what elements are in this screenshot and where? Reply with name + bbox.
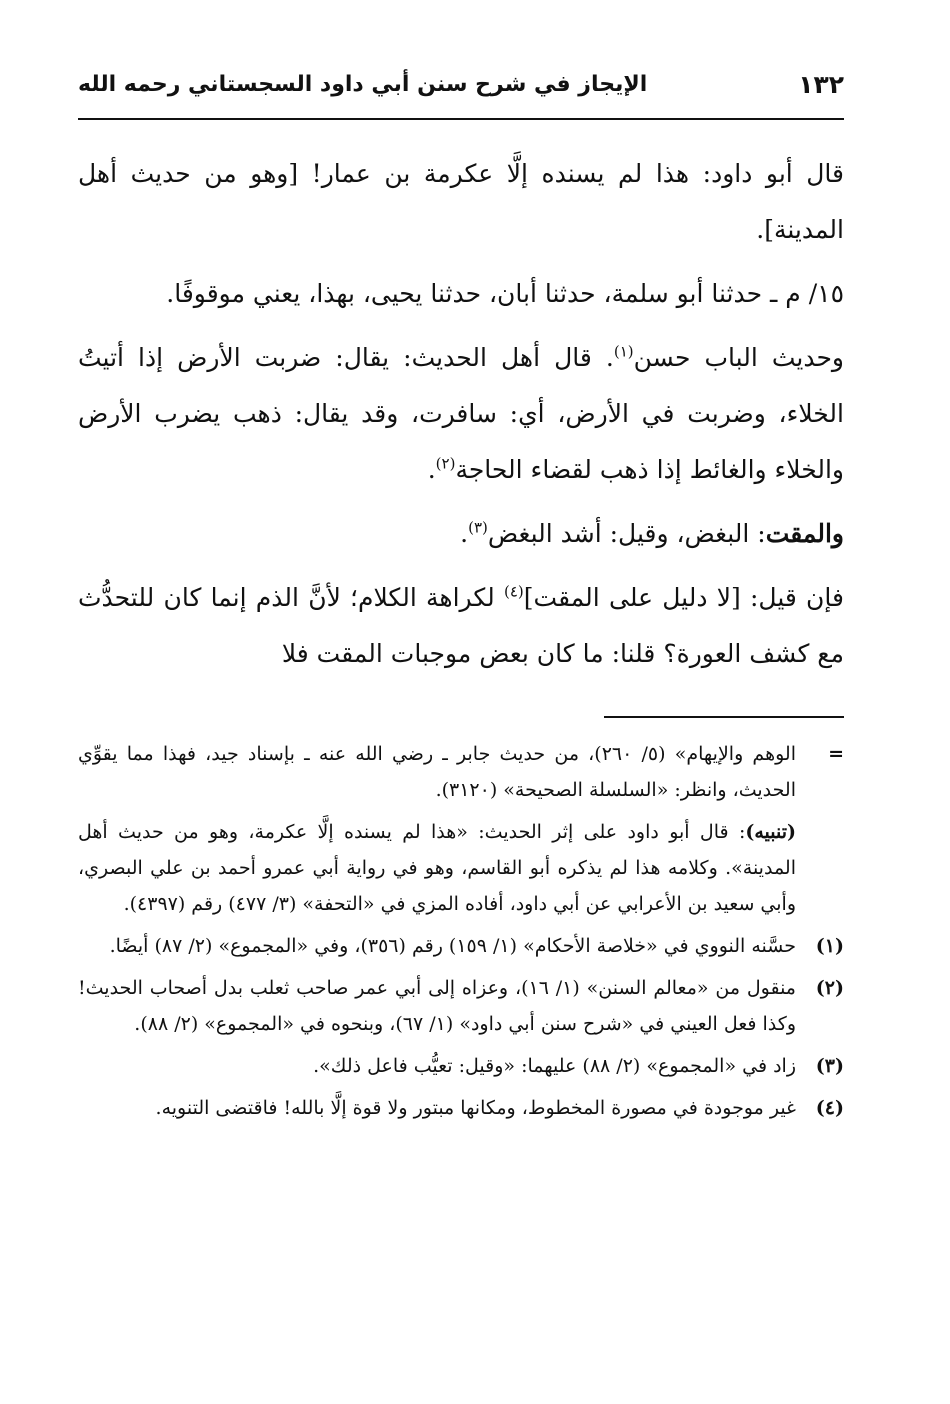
paragraph-maqt-definition: والمقت: البغض، وقيل: أشد البغض$^{(٣)}$. (460, 518, 844, 548)
footnote-separator (604, 716, 844, 718)
page-header (78, 70, 844, 110)
footnotes (78, 736, 844, 1132)
footnote-marker: (٣) (815, 1055, 844, 1077)
tanbih-label: (تنبيه) (745, 821, 796, 843)
footnote-marker: (٢) (815, 977, 844, 999)
footnote-1: (١) حسَّنه النووي في «خلاصة الأحكام» (١/ ١٥٩) رقم (٣٥٦)، وفي «المجموع» (٢/ ٨٧) أيضًا. (78, 928, 844, 964)
footnote-tanbih: (تنبيه): قال أبو داود على إثر الحديث: «هذا لم يسنده إلَّا عكرمة، وهو من حديث أهل المدينة». وكلامه هذا لم يذكره أبو القاسم، وهو في رواية أبي عمرو أحمد بن علي البصري، وأبي سعيد بن الأعرابي عن أبي داود، أفاده المزي في «التحفة» (٣/ ٤٧٧) رقم (٤٣٩٧). (78, 821, 796, 915)
paragraph-objection: فإن قيل: [لا دليل على المقت]$^{(٤)}$ لكراهة الكلام؛ لأنَّ الذم إنما كان للتحدُّث مع كشف العورة؟ قلنا: ما كان بعض موجبات المقت فلا (78, 582, 844, 668)
main-text (78, 146, 844, 690)
footnote-continuation: = الوهم والإيهام» (٥/ ٢٦٠)، من حديث جابر ـ رضي الله عنه ـ بإسناد جيد، فهذا مما يقوِّي الحديث، وانظر: «السلسلة الصحيحة» (٣١٢٠). (78, 736, 844, 808)
footnote-marker: (٤) (815, 1097, 844, 1119)
paragraph-hadith-grading: وحديث الباب حسن$^{(١)}$. قال أهل الحديث: يقال: ضربت الأرض إذا أتيتُ الخلاء، وضربت في الأرض، أي: سافرت، وقد يقال: ذهب يضرب الأرض والخلاء والغائط إذا ذهب لقضاء الحاجة$^{(٢)}$. (78, 342, 844, 484)
footnote-3: (٣) زاد في «المجموع» (٢/ ٨٨) عليهما: «وقيل: تعيُّب فاعل ذلك». (78, 1048, 844, 1084)
footnote-ref-2[interactable]: (٢) (435, 454, 456, 473)
running-title: الإيجاز في شرح سنن أبي داود السجستاني رحمه الله (78, 72, 648, 97)
footnote-4: (٤) غير موجودة في مصورة المخطوط، ومكانها مبتور ولا قوة إلَّا بالله! فاقتضى التنويه. (78, 1090, 844, 1126)
footnote-ref-3[interactable]: (٣) (468, 518, 488, 537)
term-maqt: والمقت (765, 519, 844, 548)
page-number: ١٣٢ (798, 70, 844, 99)
paragraph-abu-dawud-note: قال أبو داود: هذا لم يسنده إلَّا عكرمة بن عمار! [وهو من حديث أهل المدينة]. (78, 159, 844, 244)
footnote-ref-4[interactable]: (٤) (504, 582, 524, 601)
continuation-marker: = (828, 743, 844, 765)
footnote-marker: (١) (815, 935, 844, 957)
footnote-ref-1[interactable]: (١) (613, 342, 634, 361)
header-rule (78, 118, 844, 120)
paragraph-hadith-15: ١٥/ م ـ حدثنا أبو سلمة، حدثنا أبان، حدثنا يحيى، بهذا، يعني موقوفًا. (166, 279, 844, 308)
book-page (78, 0, 844, 1404)
footnote-2: (٢) منقول من «معالم السنن» (١/ ١٦)، وعزاه إلى أبي عمر صاحب ثعلب بدل أصحاب الحديث! وكذا فعل العيني في «شرح سنن أبي داود» (١/ ٦٧)، وبنحوه في «المجموع» (٢/ ٨٨). (78, 970, 844, 1042)
